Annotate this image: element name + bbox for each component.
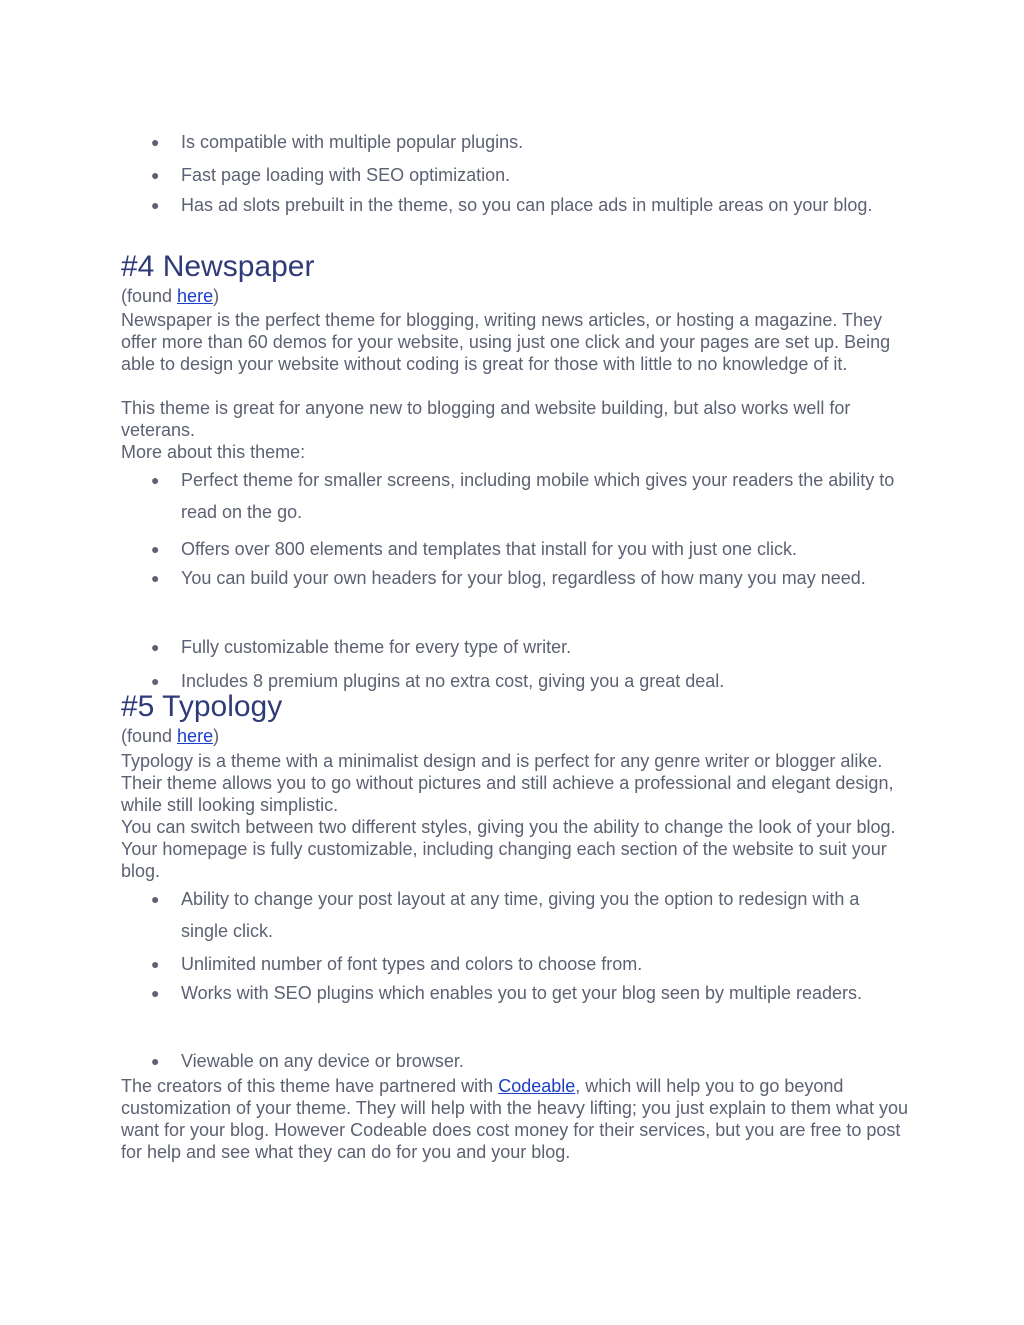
typology-here-link[interactable]: here bbox=[177, 726, 214, 746]
list-item: ● Perfect theme for smaller screens, including mobile which gives your readers the ability to read on the go. bbox=[181, 464, 901, 528]
newspaper-here-link[interactable]: here bbox=[177, 286, 214, 306]
bullet-icon: ● bbox=[151, 167, 160, 183]
codeable-link[interactable]: Codeable bbox=[498, 1076, 576, 1096]
paragraph: More about this theme: bbox=[121, 442, 306, 462]
list-item: ● Fast page loading with SEO optimization. bbox=[181, 159, 901, 191]
list-item: ● Includes 8 premium plugins at no extra cost, giving you a great deal. bbox=[181, 665, 901, 697]
bullet-icon: ● bbox=[151, 985, 160, 1001]
section-heading-typology: #5 Typology bbox=[121, 690, 283, 723]
bullet-icon: ● bbox=[151, 673, 160, 689]
bullet-icon: ● bbox=[151, 472, 160, 488]
bullet-icon: ● bbox=[151, 197, 160, 213]
list-item: ● Works with SEO plugins which enables you to get your blog seen by multiple readers. bbox=[181, 977, 901, 1009]
closing-paragraph: The creators of this theme have partnered with Codeable, which will help you to go beyond customization of your theme. They will help with the heavy lifting; you just explain to them what you want for your blog. However Codeable does cost money for their services, but you are free to post for help and see what they can do for you and your blog. bbox=[121, 1076, 909, 1162]
paragraph: Typology is a theme with a minimalist design and is perfect for any genre writer or blogger alike. Their theme allows you to go without pictures and still achieve a professional and elegant design, while still looking simplistic. bbox=[121, 751, 894, 815]
bullet-icon: ● bbox=[151, 134, 160, 150]
list-item: ● Fully customizable theme for every type of writer. bbox=[181, 631, 901, 663]
paragraph: Newspaper is the perfect theme for blogging, writing news articles, or hosting a magazine. They offer more than 60 demos for your website, using just one click and your pages are set up. Being able to design your website without coding is great for those with little to no knowledge of it. bbox=[121, 310, 891, 374]
bullet-icon: ● bbox=[151, 570, 160, 586]
list-item: ● Is compatible with multiple popular plugins. bbox=[181, 126, 901, 158]
bullet-icon: ● bbox=[151, 1053, 160, 1069]
list-item: ● Ability to change your post layout at any time, giving you the option to redesign with a single click. bbox=[181, 883, 901, 947]
bullet-icon: ● bbox=[151, 639, 160, 655]
bullet-icon: ● bbox=[151, 956, 160, 972]
bullet-icon: ● bbox=[151, 541, 160, 557]
paragraph: You can switch between two different styles, giving you the ability to change the look of your blog. Your homepage is fully customizable, including changing each section of the website to suit your blog. bbox=[121, 817, 896, 881]
section-heading-newspaper: #4 Newspaper bbox=[121, 250, 315, 283]
list-item: ● Has ad slots prebuilt in the theme, so you can place ads in multiple areas on your blog. bbox=[181, 189, 901, 221]
list-item: ● Unlimited number of font types and colors to choose from. bbox=[181, 948, 901, 980]
list-item: ● You can build your own headers for your blog, regardless of how many you may need. bbox=[181, 562, 901, 594]
found-line: (found here) bbox=[121, 286, 220, 306]
list-item: ● Offers over 800 elements and templates that install for you with just one click. bbox=[181, 533, 901, 565]
bullet-icon: ● bbox=[151, 891, 160, 907]
found-line: (found here) bbox=[121, 726, 220, 746]
list-item: ● Viewable on any device or browser. bbox=[181, 1045, 901, 1077]
paragraph: This theme is great for anyone new to blogging and website building, but also works well for veterans. bbox=[121, 398, 851, 440]
